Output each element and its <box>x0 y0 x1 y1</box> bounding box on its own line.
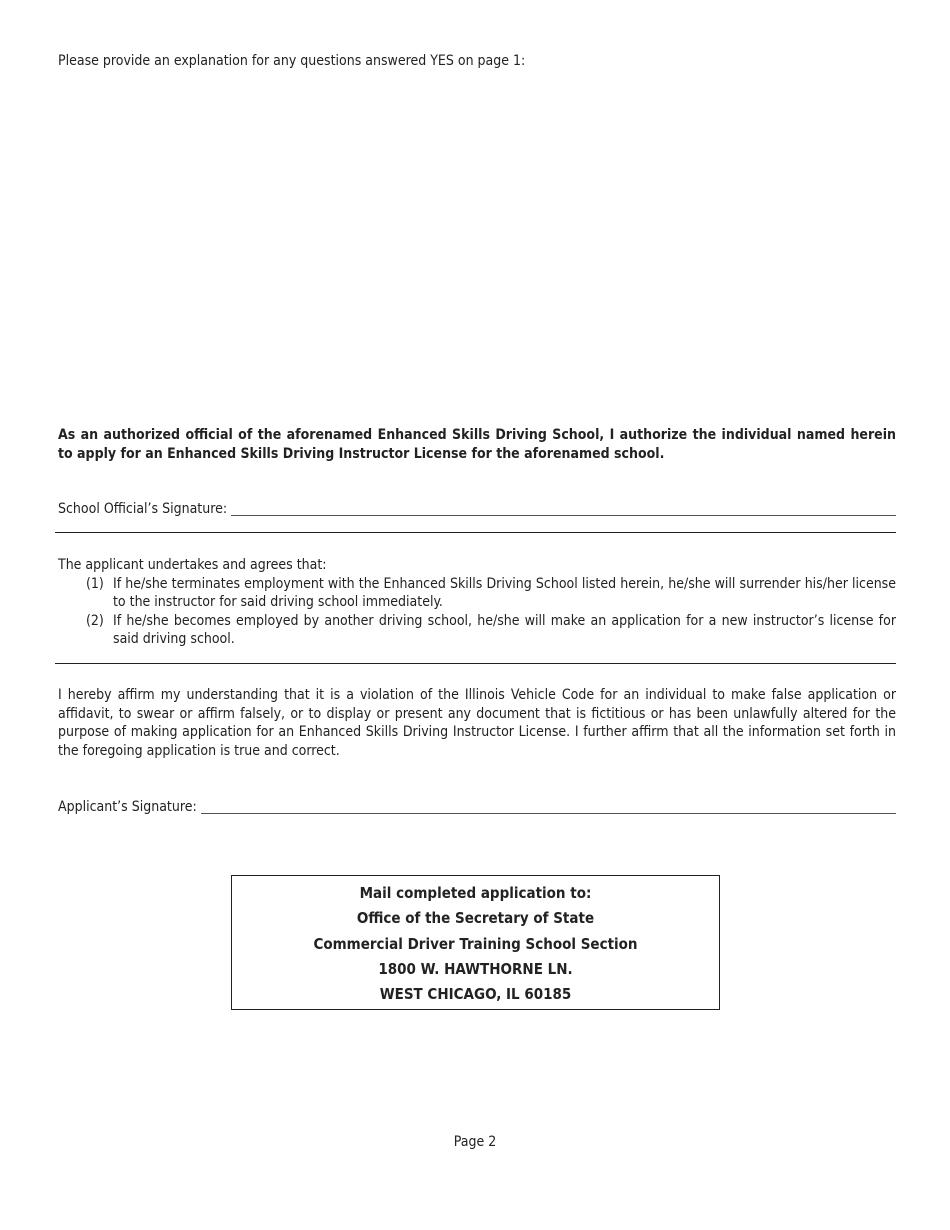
authorization-statement: As an authorized official of the aforenamed Enhanced Skills Driving School, I authorize the individual named herein to apply for an Enhanced Skills Driving Instructor License for the aforenamed school. <box>58 427 896 462</box>
mailing-office: Office of the Secretary of State <box>356 909 595 928</box>
undertaking-section <box>58 556 896 649</box>
applicant-signature-row <box>58 798 896 816</box>
applicant-signature-label: Applicant’s Signature: <box>58 799 197 815</box>
undertaking-item <box>58 612 896 649</box>
affirmation-statement: I hereby affirm my understanding that it is a violation of the Illinois Vehicle Code for an individual to make false application or affidavit, to swear or affirm falsely, or to display or present any document that is fictitious or has been unlawfully altered for the purpose of making application for an Enhanced Skills Driving Instructor License. I further affirm that all the information set forth in the foregoing application is true and correct. <box>58 687 896 759</box>
section-divider <box>55 532 896 533</box>
mailing-section: Commercial Driver Training School Section <box>313 934 638 953</box>
mailing-city: WEST CHICAGO, IL 60185 <box>379 985 572 1004</box>
mailing-street: 1800 W. HAWTHORNE LN. <box>378 959 573 978</box>
undertaking-item-number: (2) <box>86 612 104 629</box>
section-divider <box>55 663 896 664</box>
undertaking-intro: The applicant undertakes and agrees that: <box>58 557 327 573</box>
applicant-signature-field[interactable] <box>201 798 896 814</box>
school-official-signature-field[interactable] <box>231 500 896 516</box>
page-number: Page 2 <box>453 1134 497 1150</box>
undertaking-item-text: If he/she terminates employment with the Enhanced Skills Driving School listed herein, he/she will surrender his/her license to the instructor for said driving school immediately. <box>113 575 896 610</box>
undertaking-list <box>58 575 896 649</box>
mailing-instruction: Mail completed application to: <box>359 884 592 902</box>
school-official-signature-row <box>58 500 896 518</box>
explanation-area[interactable] <box>58 78 896 408</box>
school-official-signature-label: School Official’s Signature: <box>58 501 228 517</box>
undertaking-item-text: If he/she becomes employed by another driving school, he/she will make an application for a new instructor’s license for said driving school. <box>113 612 896 647</box>
explanation-prompt: Please provide an explanation for any questions answered YES on page 1: <box>58 53 526 69</box>
mailing-address-box <box>231 875 720 1010</box>
undertaking-item <box>58 575 896 612</box>
undertaking-item-number: (1) <box>86 575 104 592</box>
